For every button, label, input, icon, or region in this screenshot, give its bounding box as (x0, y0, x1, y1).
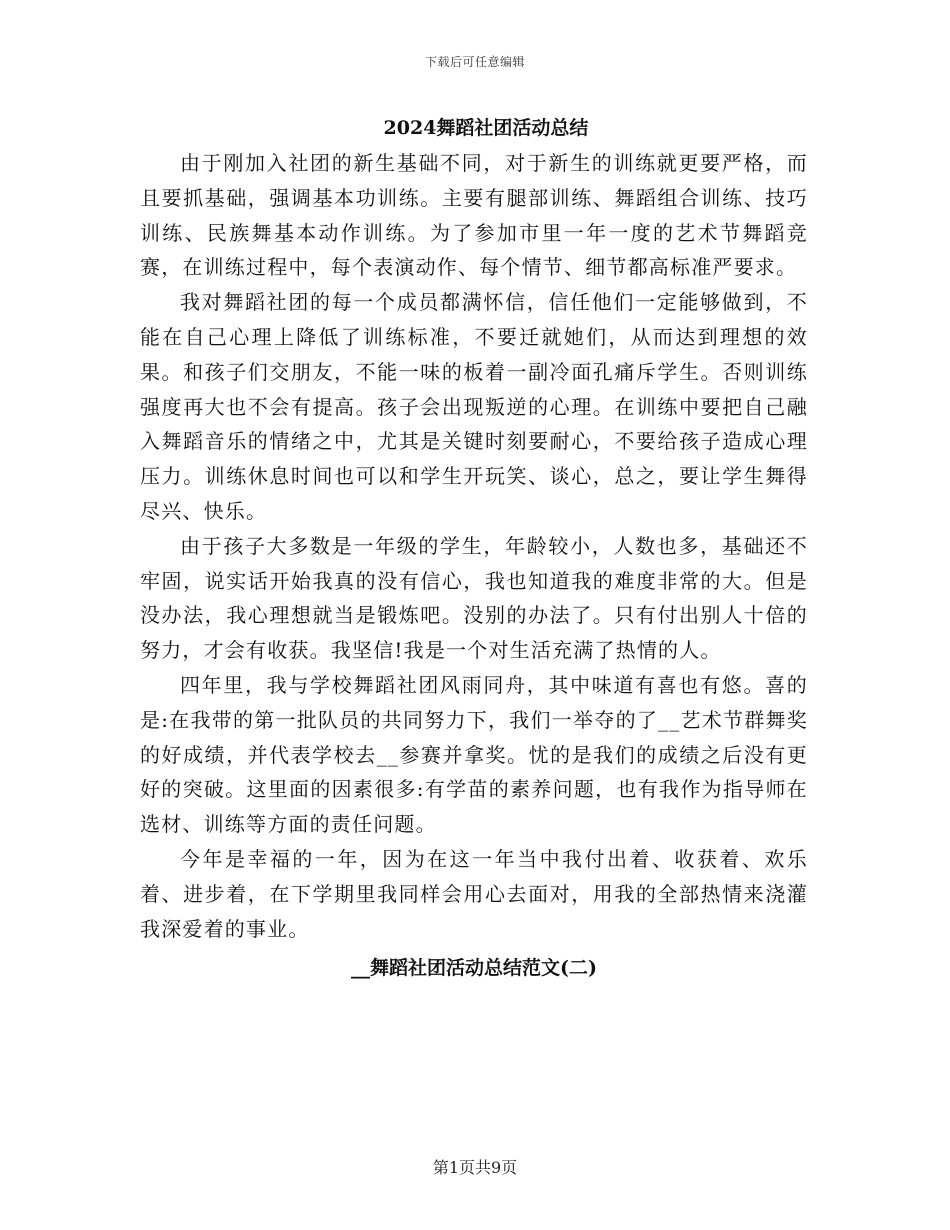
document-title: 2024舞蹈社团活动总结 (383, 117, 589, 139)
paragraph-1: 由于刚加入社团的新生基础不同，对于新生的训练就更要严格，而且要抓基础，强调基本功训练。主要有腿部训练、舞蹈组合训练、技巧训练、民族舞基本动作训练。为了参加市里一年一度的艺术节舞蹈竞赛，在训练过程中，每个表演动作、每个情节、细节都高标准严要求。 (140, 151, 808, 280)
page-number: 第1页共9页 (432, 1158, 518, 1177)
header-note: 下载后可任意编辑 (424, 55, 525, 69)
paragraph-3: 由于孩子大多数是一年级的学生，年龄较小，人数也多，基础还不牢固，说实话开始我真的没有信心，我也知道我的难度非常的大。但是没办法，我心理想就当是锻炼吧。没别的办法了。只有付出别人十倍的努力，才会有收获。我坚信!我是一个对生活充满了热情的人。 (140, 533, 808, 663)
paragraph-2: 我对舞蹈社团的每一个成员都满怀信，信任他们一定能够做到，不能在自己心理上降低了训练标准，不要迁就她们，从而达到理想的效果。和孩子们交朋友，不能一味的板着一副冷面孔痛斥学生。否则训练强度再大也不会有提高。孩子会出现叛逆的心理。在训练中要把自己融入舞蹈音乐的情绪之中，尤其是关键时刻要耐心，不要给孩子造成心理压力。训练休息时间也可以和学生开玩笑、谈心，总之，要让学生舞得尽兴、快乐。 (140, 290, 808, 523)
document-body (140, 110, 808, 986)
section-heading: __舞蹈社团活动总结范文(二) (351, 957, 597, 980)
paragraph-5: 今年是幸福的一年，因为在这一年当中我付出着、收获着、欢乐着、进步着，在下学期里我同样会用心去面对，用我的全部热情来浇灌我深爱着的事业。 (140, 846, 808, 941)
paragraph-4: 四年里，我与学校舞蹈社团风雨同舟，其中味道有喜也有悠。喜的是:在我带的第一批队员的共同努力下，我们一举夺的了__艺术节群舞奖的好成绩，并代表学校去__参赛并拿奖。忧的是我们的成绩之后没有更好的突破。这里面的因素很多:有学苗的素养问题，也有我作为指导师在选材、训练等方面的责任问题。 (140, 672, 808, 837)
